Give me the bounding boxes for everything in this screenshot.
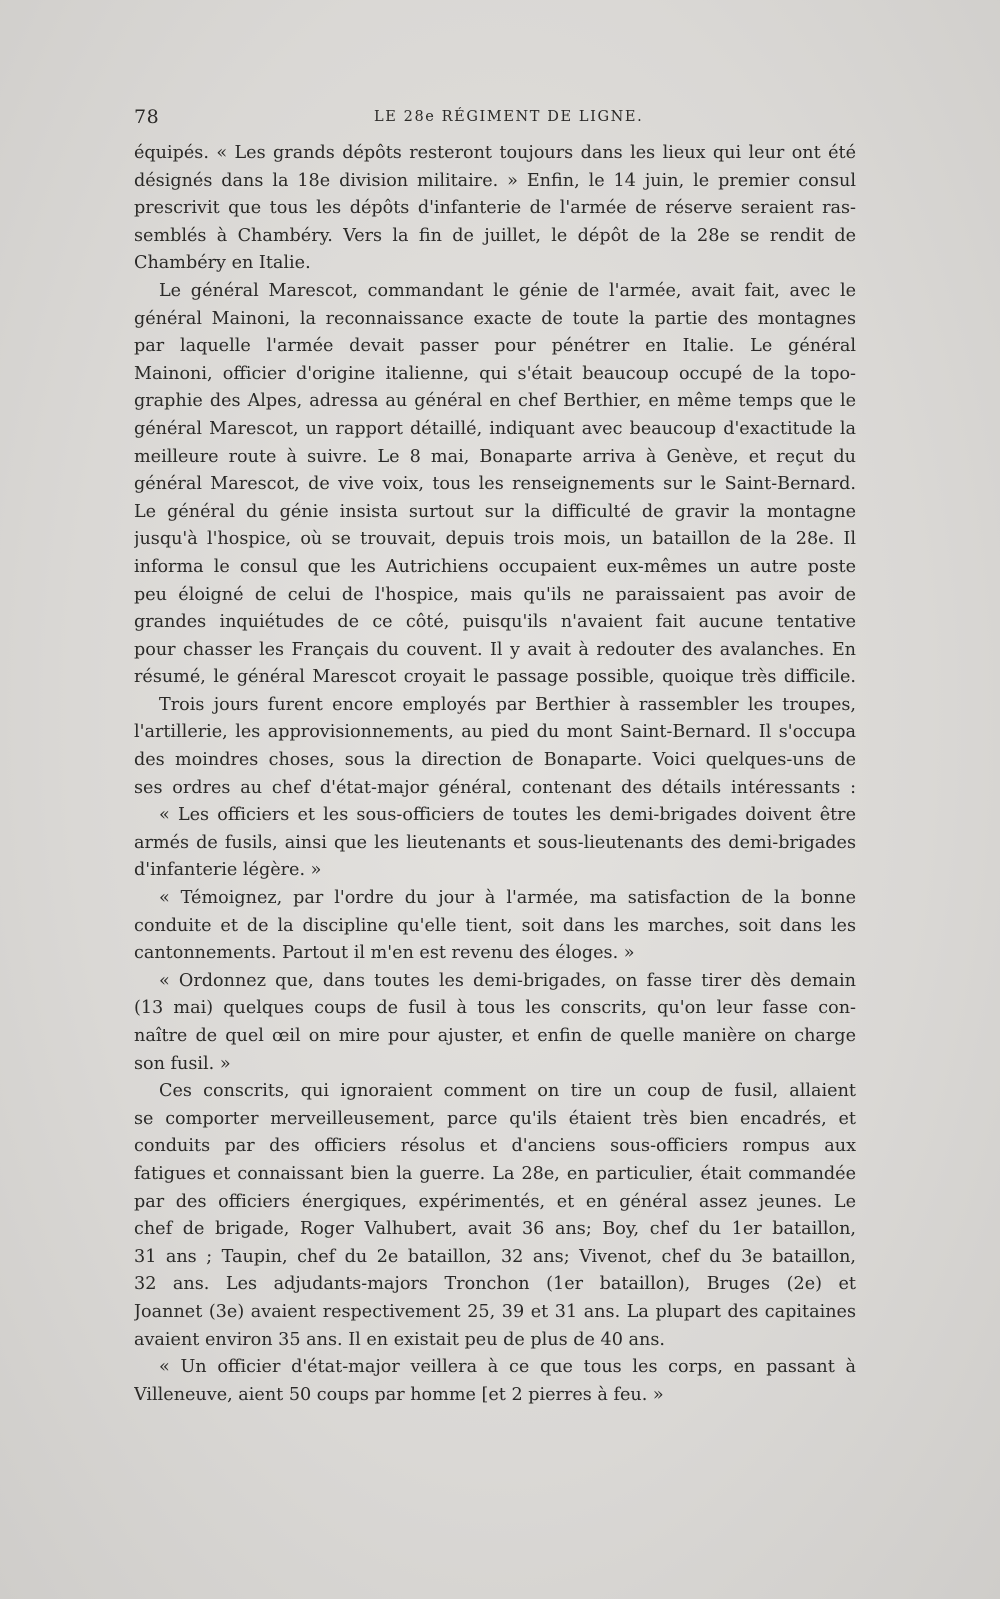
text-line: conduits par des officiers résolus et d'anciens sous-officiers rompus aux xyxy=(134,1136,856,1157)
text-line: avaient environ 35 ans. Il en existait peu de plus de 40 ans. xyxy=(134,1329,665,1350)
text-line: chef de brigade, Roger Valhubert, avait 36 ans; Boy, chef du 1er bataillon, xyxy=(134,1219,856,1240)
text-line: Le général Marescot, commandant le génie de l'armée, avait fait, avec le xyxy=(159,280,856,301)
text-line: son fusil. » xyxy=(134,1053,231,1074)
text-line: meilleure route à suivre. Le 8 mai, Bonaparte arriva à Genève, et reçut du xyxy=(134,446,856,467)
text-line: l'artillerie, les approvisionnements, au pied du mont Saint-Bernard. Il s'occupa xyxy=(134,722,856,743)
text-line: graphie des Alpes, adressa au général en chef Berthier, en même temps que le xyxy=(134,391,856,412)
text-line: ses ordres au chef d'état-major général, contenant des détails intéressants : xyxy=(134,777,856,798)
text-line: informa le consul que les Autrichiens occupaient eux-mêmes un autre poste xyxy=(134,556,856,577)
text-line: se comporter merveilleusement, parce qu'ils étaient très bien encadrés, et xyxy=(134,1108,856,1129)
text-line: désignés dans la 18e division militaire. » Enfin, le 14 juin, le premier consul xyxy=(134,170,856,191)
text-line: d'infanterie légère. » xyxy=(134,860,322,881)
text-line: Ces conscrits, qui ignoraient comment on tire un coup de fusil, allaient xyxy=(159,1081,856,1102)
text-line: cantonnements. Partout il m'en est revenu des éloges. » xyxy=(134,943,635,964)
text-line: équipés. « Les grands dépôts resteront toujours dans les lieux qui leur ont été xyxy=(134,143,856,163)
text-line: Villeneuve, aient 50 coups par homme [et 2 pierres à feu. » xyxy=(134,1384,664,1405)
text-line: 32 ans. Les adjudants-majors Tronchon (1er bataillon), Bruges (2e) et xyxy=(134,1274,856,1295)
text-line: conduite et de la discipline qu'elle tient, soit dans les marches, soit dans les xyxy=(134,915,856,936)
text-line: général Marescot, un rapport détaillé, indiquant avec beaucoup d'exactitude la xyxy=(134,418,856,439)
text-line: Mainoni, officier d'origine italienne, qui s'était beaucoup occupé de la topo- xyxy=(134,363,856,384)
text-line: armés de fusils, ainsi que les lieutenants et sous-lieutenants des demi-brigades xyxy=(134,832,856,853)
text-line: général Marescot, de vive voix, tous les renseignements sur le Saint-Bernard. xyxy=(134,474,856,495)
text-line: peu éloigné de celui de l'hospice, mais qu'ils ne paraissaient pas avoir de xyxy=(134,584,856,605)
text-line: « Les officiers et les sous-officiers de toutes les demi-brigades doivent être xyxy=(159,805,856,826)
text-line: jusqu'à l'hospice, où se trouvait, depuis trois mois, un bataillon de la 28e. Il xyxy=(134,529,856,550)
text-line: prescrivit que tous les dépôts d'infanterie de l'armée de réserve seraient ras- xyxy=(134,198,856,219)
text-line: Joannet (3e) avaient respectivement 25, 39 et 31 ans. La plupart des capitaines xyxy=(134,1301,856,1322)
running-head: LE 28e RÉGIMENT DE LIGNE. xyxy=(374,109,644,125)
text-line: général Mainoni, la reconnaissance exacte de toute la partie des montagnes xyxy=(134,308,856,329)
body-text xyxy=(134,140,856,1409)
text-line: 31 ans ; Taupin, chef du 2e bataillon, 32 ans; Vivenot, chef du 3e bataillon, xyxy=(134,1246,856,1267)
text-line: Le général du génie insista surtout sur la difficulté de gravir la montagne xyxy=(134,501,856,522)
text-line: des moindres choses, sous la direction de Bonaparte. Voici quelques-uns de xyxy=(134,750,856,771)
text-line: pour chasser les Français du couvent. Il y avait à redouter des avalanches. En xyxy=(134,639,856,660)
text-line: par laquelle l'armée devait passer pour pénétrer en Italie. Le général xyxy=(134,336,856,357)
text-line: par des officiers énergiques, expérimentés, et en général assez jeunes. Le xyxy=(134,1191,856,1212)
text-line: naître de quel œil on mire pour ajuster, et enfin de quelle manière on charge xyxy=(134,1026,856,1046)
text-line: « Ordonnez que, dans toutes les demi-brigades, on fasse tirer dès demain xyxy=(159,970,856,991)
text-line: (13 mai) quelques coups de fusil à tous les conscrits, qu'on leur fasse con- xyxy=(134,998,856,1019)
text-line: Chambéry en Italie. xyxy=(134,253,311,274)
text-line: fatigues et connaissant bien la guerre. La 28e, en particulier, était commandée xyxy=(134,1163,856,1184)
text-line: « Un officier d'état-major veillera à ce que tous les corps, en passant à xyxy=(159,1357,856,1378)
page-number: 78 xyxy=(134,106,160,128)
text-line: grandes inquiétudes de ce côté, puisqu'ils n'avaient fait aucune tentative xyxy=(134,612,856,633)
text-line: Trois jours furent encore employés par Berthier à rassembler les troupes, xyxy=(159,694,856,715)
text-line: « Témoignez, par l'ordre du jour à l'armée, ma satisfaction de la bonne xyxy=(159,888,856,909)
text-line: résumé, le général Marescot croyait le passage possible, quoique très difficile. xyxy=(134,667,856,688)
page-header xyxy=(134,106,856,132)
text-line: semblés à Chambéry. Vers la fin de juillet, le dépôt de la 28e se rendit de xyxy=(134,225,856,246)
